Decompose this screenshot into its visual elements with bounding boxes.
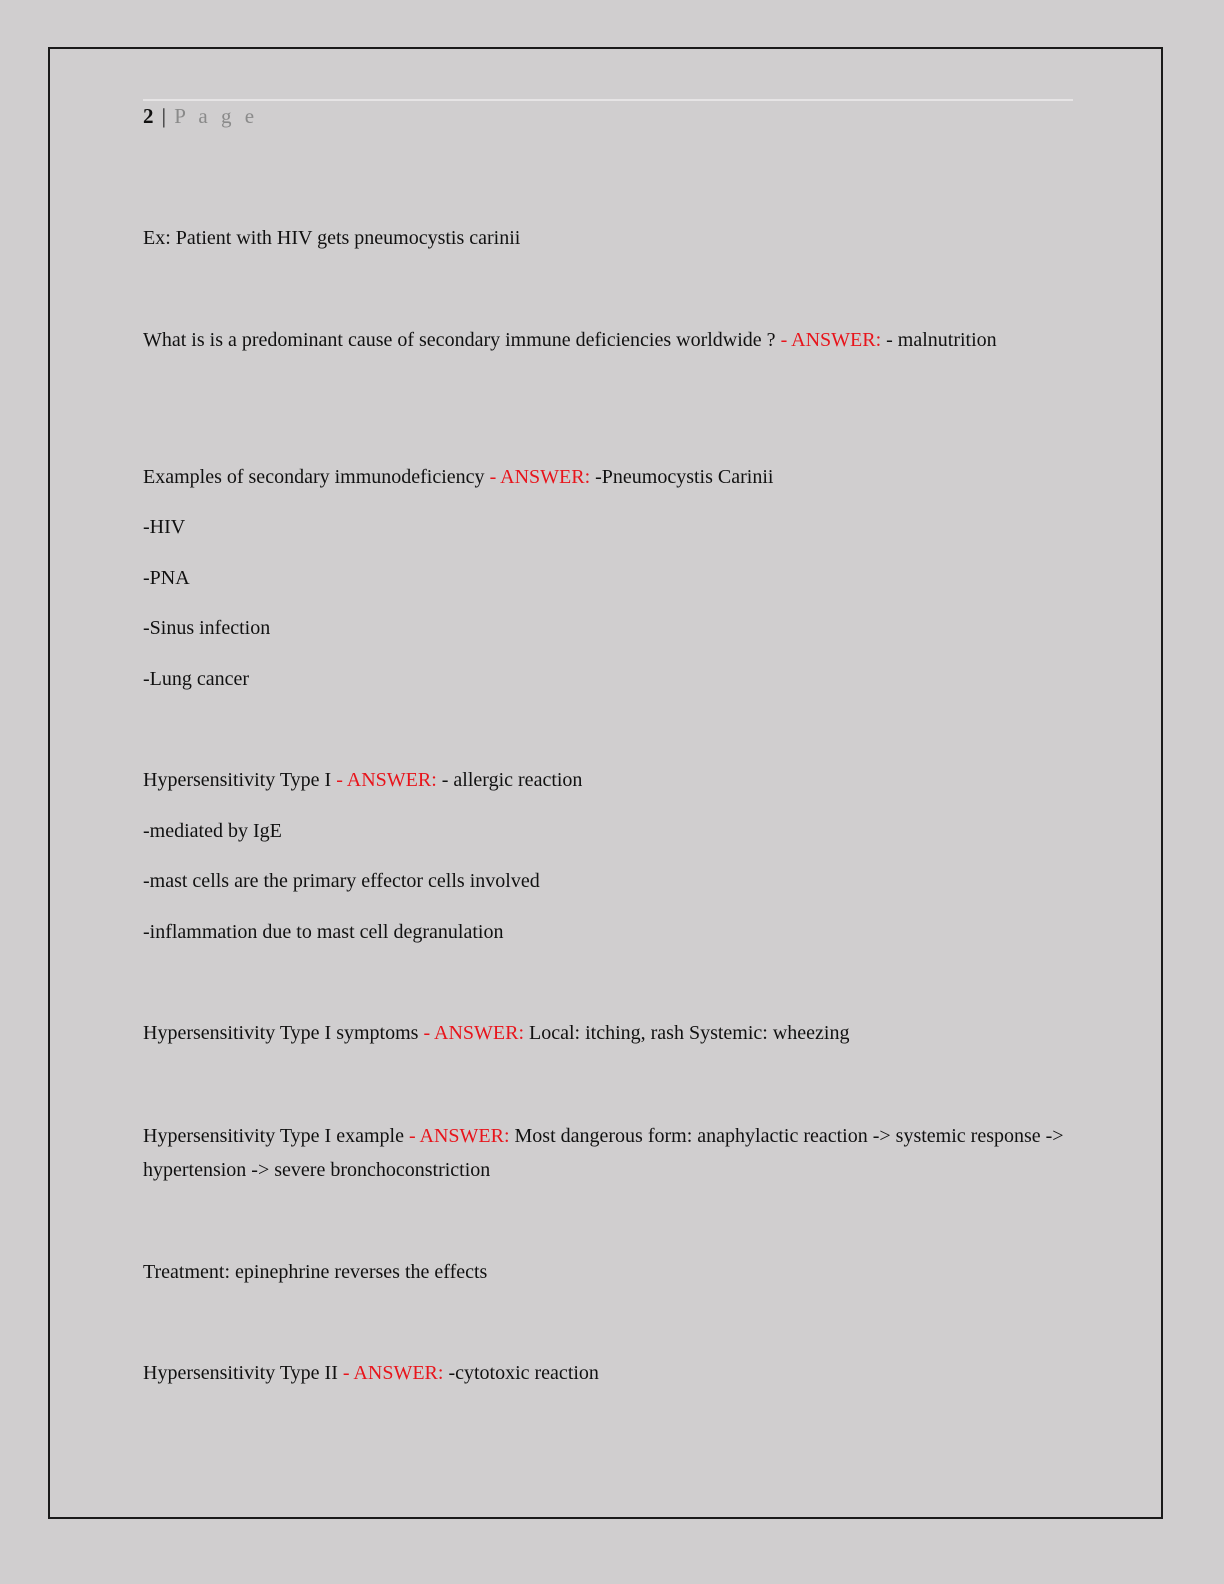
- question-text: Examples of secondary immunodeficiency: [143, 466, 485, 488]
- text-line: Treatment: epinephrine reverses the effects: [143, 1261, 488, 1283]
- question-text: Hypersensitivity Type I example: [143, 1125, 404, 1147]
- list-item: -PNA: [143, 567, 190, 589]
- question-text: Hypersensitivity Type II: [143, 1362, 338, 1384]
- list-item: -mediated by IgE: [143, 820, 282, 842]
- page-number: 2: [143, 104, 154, 128]
- qa-item: [143, 1119, 1073, 1187]
- page-header: [143, 104, 258, 129]
- answer-text: Local: itching, rash Systemic: wheezing: [524, 1022, 850, 1044]
- qa-item: [143, 763, 1073, 797]
- question-text: What is is a predominant cause of secondary immune deficiencies worldwide ?: [143, 329, 776, 351]
- qa-item: [143, 1016, 1073, 1050]
- header-rule: [143, 99, 1073, 101]
- list-item: -HIV: [143, 516, 186, 538]
- answer-label: - ANSWER:: [418, 1022, 525, 1044]
- qa-item: [143, 460, 1073, 494]
- question-text: Hypersensitivity Type I: [143, 769, 332, 791]
- answer-label: - ANSWER:: [775, 329, 882, 351]
- answer-label: - ANSWER:: [337, 1362, 444, 1384]
- answer-label: - ANSWER:: [331, 769, 437, 791]
- answer-text: -Pneumocystis Carinii: [590, 466, 774, 488]
- page-label: P a g e: [174, 104, 259, 128]
- answer-label: - ANSWER:: [403, 1125, 510, 1147]
- answer-text: Most dangerous form: anaphylactic reaction -> systemic response -> hypertension -> severe bronchoconstriction: [143, 1125, 1064, 1181]
- question-text: Hypersensitivity Type I symptoms: [143, 1022, 419, 1044]
- list-item: -Lung cancer: [143, 668, 250, 690]
- list-item: -Sinus infection: [143, 617, 271, 639]
- answer-label: - ANSWER:: [484, 466, 591, 488]
- list-item: -mast cells are the primary effector cells involved: [143, 870, 540, 892]
- answer-text: - allergic reaction: [436, 769, 583, 791]
- qa-item: [143, 1356, 1073, 1390]
- answer-text: - malnutrition: [881, 329, 997, 351]
- qa-item: [143, 323, 1073, 357]
- answer-text: -cytotoxic reaction: [443, 1362, 599, 1384]
- list-item: -inflammation due to mast cell degranulation: [143, 921, 504, 943]
- page-separator: |: [161, 104, 167, 128]
- text-line: Ex: Patient with HIV gets pneumocystis carinii: [143, 227, 521, 249]
